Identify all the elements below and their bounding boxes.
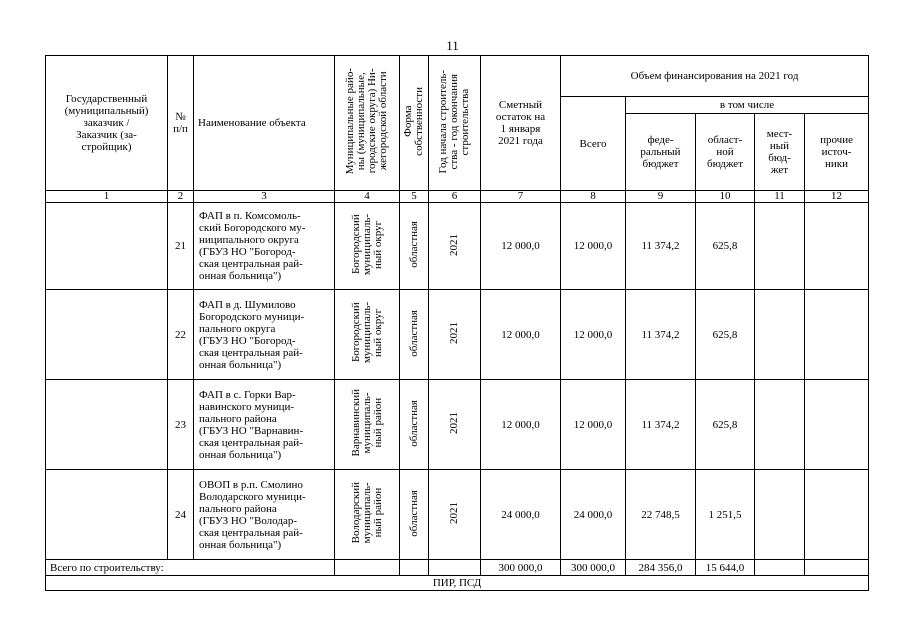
federal-cell: 11 374,2 <box>626 290 696 380</box>
column-numbers-row <box>46 191 869 203</box>
header-object-name: Наименование объекта <box>194 56 335 191</box>
column-number: 5 <box>400 191 429 203</box>
table-row <box>46 290 869 380</box>
ownership-text: областная <box>407 221 420 268</box>
totals-empty <box>400 560 429 576</box>
federal-cell: 22 748,5 <box>626 470 696 560</box>
balance-cell: 12 000,0 <box>481 203 561 290</box>
local-cell <box>755 470 805 560</box>
header-regional: област- ной бюджет <box>696 114 755 191</box>
header-including: в том числе <box>626 97 869 114</box>
year-cell <box>429 290 481 380</box>
totals-regional: 15 644,0 <box>696 560 755 576</box>
totals-empty <box>335 560 400 576</box>
district-text: Богородский муниципаль- ный округ <box>349 213 384 276</box>
other-cell <box>805 290 869 380</box>
district-text: Богородский муниципаль- ный округ <box>349 302 384 364</box>
header-years <box>429 56 481 191</box>
customer-cell <box>46 290 168 380</box>
object-name: ФАП в с. Горки Вар- навинского муници- пального района (ГБУЗ НО "Варнавин- ская центральная рай- онная больница") <box>194 380 335 470</box>
column-number: 11 <box>755 191 805 203</box>
other-cell <box>805 203 869 290</box>
ownership-cell <box>400 290 429 380</box>
header-years-text: Год начала строитель- ства - год окончания строительства <box>437 69 471 174</box>
regional-cell: 1 251,5 <box>696 470 755 560</box>
district-text: Варнавинский муниципаль- ный район <box>349 389 384 457</box>
district-cell <box>335 203 400 290</box>
total-cell: 12 000,0 <box>561 290 626 380</box>
column-number: 6 <box>429 191 481 203</box>
totals-total: 300 000,0 <box>561 560 626 576</box>
regional-cell: 625,8 <box>696 380 755 470</box>
row-number: 23 <box>168 380 194 470</box>
balance-cell: 12 000,0 <box>481 290 561 380</box>
header-district-text: Муниципальные райо- ны (муниципальные, городские округа) Ни- жегородской области <box>344 68 389 175</box>
column-number: 7 <box>481 191 561 203</box>
year-cell <box>429 380 481 470</box>
financing-table <box>45 55 869 591</box>
row-number: 21 <box>168 203 194 290</box>
row-number: 22 <box>168 290 194 380</box>
balance-cell: 24 000,0 <box>481 470 561 560</box>
balance-cell: 12 000,0 <box>481 380 561 470</box>
object-name: ОВОП в р.п. Смолино Володарского муници- пального района (ГБУЗ НО "Володар- ская центральная рай- онная больница") <box>194 470 335 560</box>
local-cell <box>755 203 805 290</box>
ownership-cell <box>400 203 429 290</box>
header-total: Всего <box>561 97 626 191</box>
totals-empty <box>805 560 869 576</box>
page-number: 11 <box>446 38 459 53</box>
totals-empty <box>429 560 481 576</box>
column-number: 9 <box>626 191 696 203</box>
column-number: 8 <box>561 191 626 203</box>
header-ownership-text: Форма собственности <box>402 87 425 156</box>
year-cell <box>429 470 481 560</box>
totals-federal: 284 356,0 <box>626 560 696 576</box>
table-row <box>46 380 869 470</box>
header-local: мест- ный бюд- жет <box>755 114 805 191</box>
header-district <box>335 56 400 191</box>
header-ownership <box>400 56 429 191</box>
ownership-text: областная <box>407 489 420 537</box>
year-text: 2021 <box>448 412 460 434</box>
customer-cell <box>46 203 168 290</box>
table-row <box>46 203 869 290</box>
ownership-text: областная <box>407 309 420 357</box>
federal-cell: 11 374,2 <box>626 380 696 470</box>
regional-cell: 625,8 <box>696 290 755 380</box>
section-title: ПИР, ПСД <box>46 576 869 591</box>
total-cell: 12 000,0 <box>561 380 626 470</box>
header-balance: Сметный остаток на 1 января 2021 года <box>481 56 561 191</box>
district-cell <box>335 470 400 560</box>
customer-cell <box>46 380 168 470</box>
ownership-cell <box>400 470 429 560</box>
header-customer: Государственный (муниципальный) заказчик / Заказчик (за- стройщик) <box>46 56 168 191</box>
year-text: 2021 <box>448 233 460 256</box>
regional-cell: 625,8 <box>696 203 755 290</box>
object-name: ФАП в д. Шумилово Богородского муници- пального округа (ГБУЗ НО "Богород- ская центральная рай- онная больница") <box>194 290 335 380</box>
totals-row <box>46 560 869 576</box>
total-cell: 12 000,0 <box>561 203 626 290</box>
column-number: 12 <box>805 191 869 203</box>
header-no: № п/п <box>168 56 194 191</box>
district-text: Володарский муниципаль- ный район <box>349 482 384 544</box>
column-number: 1 <box>46 191 168 203</box>
column-number: 4 <box>335 191 400 203</box>
total-cell: 24 000,0 <box>561 470 626 560</box>
column-number: 2 <box>168 191 194 203</box>
district-cell <box>335 290 400 380</box>
header-federal: феде- ральный бюджет <box>626 114 696 191</box>
other-cell <box>805 380 869 470</box>
federal-cell: 11 374,2 <box>626 203 696 290</box>
customer-cell <box>46 470 168 560</box>
column-number: 3 <box>194 191 335 203</box>
other-cell <box>805 470 869 560</box>
totals-empty <box>755 560 805 576</box>
header-funding-title: Объем финансирования на 2021 год <box>561 56 869 97</box>
local-cell <box>755 380 805 470</box>
year-text: 2021 <box>448 322 460 344</box>
totals-balance: 300 000,0 <box>481 560 561 576</box>
district-cell <box>335 380 400 470</box>
ownership-text: областная <box>407 399 420 447</box>
section-row <box>46 576 869 591</box>
header-other: прочие источ- ники <box>805 114 869 191</box>
year-text: 2021 <box>448 502 460 524</box>
totals-label: Всего по строительству: <box>46 560 335 576</box>
column-number: 10 <box>696 191 755 203</box>
object-name: ФАП в п. Комсомоль- ский Богородского му- ниципального округа (ГБУЗ НО "Богород- ская центральная рай- онная больница") <box>194 203 335 290</box>
table-row <box>46 470 869 560</box>
local-cell <box>755 290 805 380</box>
ownership-cell <box>400 380 429 470</box>
row-number: 24 <box>168 470 194 560</box>
year-cell <box>429 203 481 290</box>
